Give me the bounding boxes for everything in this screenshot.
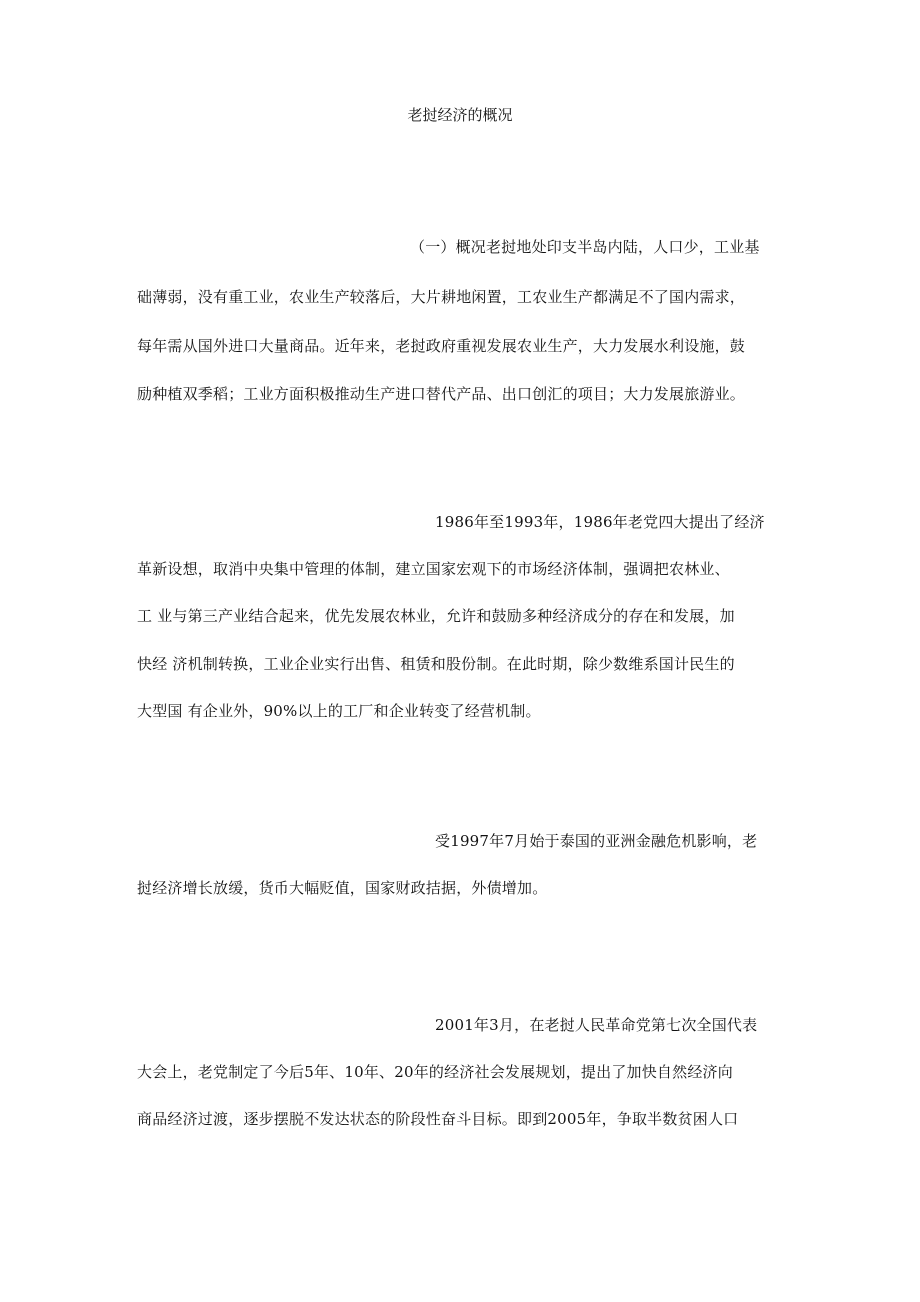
paragraph-line: 每年需从国外进口大量商品。近年来，老挝政府重视发展农业生产，大力发展水利设施，鼓 — [137, 337, 746, 355]
paragraph-line: 快经 济机制转换，工业企业实行出售、租赁和股份制。在此时期，除少数维系国计民生的 — [137, 655, 735, 673]
paragraph-line: 商品经济过渡，逐步摆脱不发达状态的阶段性奋斗目标。即到2005年，争取半数贫困人口 — [137, 1110, 739, 1128]
paragraph-line: 挝经济增长放缓，货币大幅贬值，国家财政拮据，外债增加。 — [137, 879, 548, 897]
paragraph-line: 工 业与第三产业结合起来，优先发展农林业，允许和鼓励多种经济成分的存在和发展，加 — [137, 607, 735, 625]
paragraph-line: 大会上，老党制定了今后5年、10年、20年的经济社会发展规划，提出了加快自然经济向 — [137, 1063, 733, 1081]
paragraph-line: 2001年3月，在老挝人民革命党第七次全国代表 — [435, 1016, 758, 1034]
paragraph-line: 受1997年7月始于泰国的亚洲金融危机影响，老 — [435, 832, 758, 850]
paragraph-line: 大型国 有企业外，90%以上的工厂和企业转变了经营机制。 — [137, 702, 541, 720]
paragraph-line: 励种植双季稻；工业方面积极推动生产进口替代产品、出口创汇的项目；大力发展旅游业。 — [137, 385, 746, 403]
document-title: 老挝经济的概况 — [407, 106, 513, 124]
paragraph-line: 革新设想，取消中央集中管理的体制，建立国家宏观下的市场经济体制，强调把农林业、 — [137, 560, 730, 578]
paragraph-line: 础薄弱，没有重工业，农业生产较落后，大片耕地闲置，工农业生产都满足不了国内需求， — [137, 288, 746, 306]
paragraph-line: （一）概况老挝地处印支半岛内陆，人口少，工业基 — [410, 238, 760, 256]
paragraph-line: 1986年至1993年，1986年老党四大提出了经济 — [435, 513, 765, 531]
